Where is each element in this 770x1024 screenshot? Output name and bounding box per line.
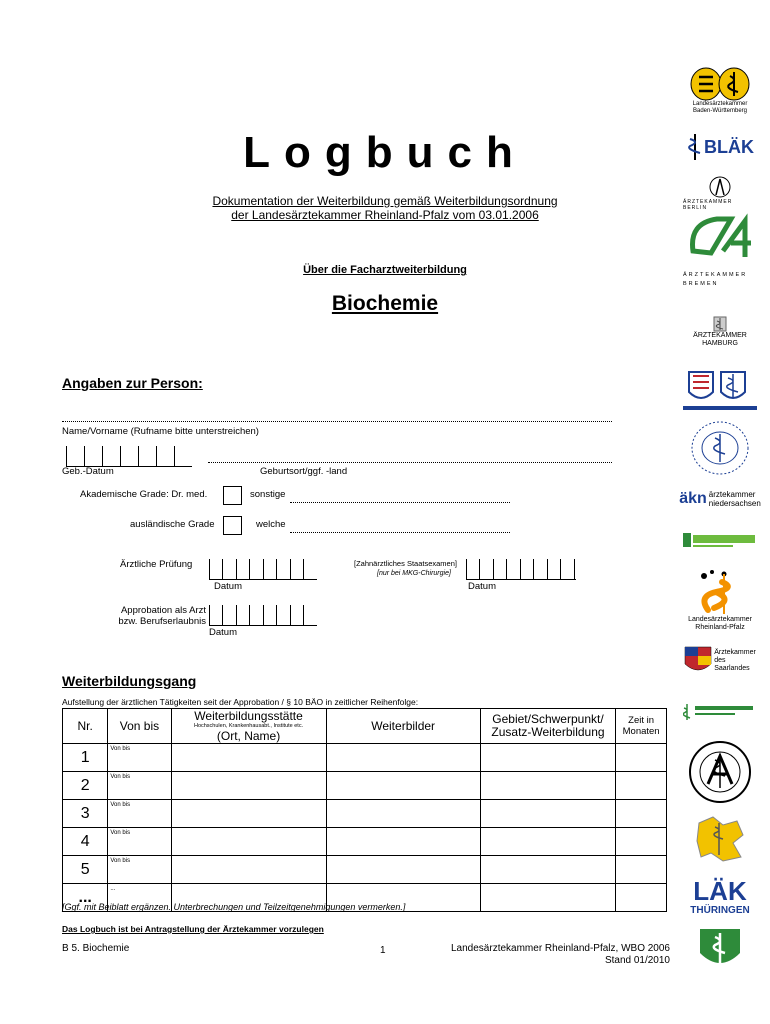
row-time[interactable] xyxy=(616,856,667,884)
subtitle-line-2: der Landesärztekammer Rheinland-Pfalz vom 03.01.2006 xyxy=(231,208,539,222)
aekn-label-1: ärztekammer xyxy=(708,490,756,499)
row-von-bis[interactable]: Von bis xyxy=(108,772,171,800)
exam-date-label: Datum xyxy=(214,581,242,592)
person-heading: Angaben zur Person: xyxy=(62,375,203,391)
col-nr: Nr. xyxy=(63,709,108,744)
sh-map-icon xyxy=(693,813,747,865)
col-time xyxy=(616,709,667,744)
row-nr: 3 xyxy=(63,800,108,828)
row-time[interactable] xyxy=(616,884,667,912)
saar-label-2: des xyxy=(714,657,726,664)
row-time[interactable] xyxy=(616,772,667,800)
exam-date-boxes[interactable] xyxy=(209,559,317,580)
row-von-bis[interactable]: Von bis xyxy=(108,800,171,828)
row-time[interactable] xyxy=(616,800,667,828)
sachsen-anhalt-seal-icon xyxy=(688,740,752,804)
row-trainer[interactable] xyxy=(326,772,480,800)
footer-right-1: Landesärztekammer Rheinland-Pfalz, WBO 2006 xyxy=(451,943,670,954)
logo-thueringen xyxy=(683,874,757,918)
sachsen-emblem-icon xyxy=(683,702,757,722)
birthplace-line[interactable] xyxy=(208,462,612,463)
saarland-coat-of-arms-icon xyxy=(684,646,712,676)
logo-sachsen xyxy=(683,700,757,724)
col-site-title: Weiterbildungsstätte xyxy=(194,708,303,723)
thue-label: THÜRINGEN xyxy=(690,904,750,916)
col-area-2: Zusatz-Weiterbildung xyxy=(491,725,605,739)
training-heading: Weiterbildungsgang xyxy=(62,673,197,689)
dental-date-label: Datum xyxy=(468,581,496,592)
logo-mecklenburg-vorpommern xyxy=(683,420,757,476)
row-site[interactable] xyxy=(171,744,326,772)
exam-label: Ärztliche Prüfung xyxy=(120,559,193,570)
approbation-date-label: Datum xyxy=(209,627,237,638)
specialty-title: Biochemie xyxy=(331,292,439,315)
westfalen-lippe-emblem-icon xyxy=(698,927,742,973)
dental-date-boxes[interactable] xyxy=(466,559,576,580)
foreign-checkbox[interactable] xyxy=(223,516,242,535)
row-nr: 5 xyxy=(63,856,108,884)
dr-med-checkbox[interactable] xyxy=(223,486,242,505)
logo-blaek xyxy=(683,132,757,162)
row-site[interactable] xyxy=(171,828,326,856)
row-area[interactable] xyxy=(480,884,616,912)
col-trainer: Weiterbilder xyxy=(326,709,480,744)
rlp-label-2: Rheinland-Pfalz xyxy=(695,624,745,631)
foreign-label: ausländische Grade xyxy=(130,519,215,530)
hessen-emblem-icon xyxy=(683,368,757,410)
rlp-emblem-icon xyxy=(694,570,746,616)
footer-right-2: Stand 01/2010 xyxy=(604,955,670,966)
table-note: [Ggf. mit Beiblatt ergänzen. Unterbrechungen und Teilzeitgenehmigungen vermerken.] xyxy=(62,902,406,912)
saar-label-1: Ärztekammer xyxy=(714,649,756,656)
col-time-1: Zeit in xyxy=(628,715,655,726)
row-von-bis[interactable]: ... xyxy=(108,884,171,912)
dental-note: [nur bei MKG-Chirurgie] xyxy=(377,570,451,577)
row-nr: ... xyxy=(63,884,108,912)
row-trainer[interactable] xyxy=(326,856,480,884)
row-site[interactable] xyxy=(171,772,326,800)
foreign-which-line[interactable] xyxy=(290,532,510,533)
row-area[interactable] xyxy=(480,744,616,772)
mv-seal-icon xyxy=(690,420,750,476)
thue-mark: LÄK xyxy=(693,875,747,906)
table-row xyxy=(63,772,667,800)
col-site xyxy=(171,709,326,744)
birthdate-label: Geb.-Datum xyxy=(62,466,114,477)
name-line[interactable] xyxy=(62,421,612,422)
row-time[interactable] xyxy=(616,744,667,772)
col-time-2: Monaten xyxy=(622,726,660,737)
col-site-small: Hochschulen, Krankenhausabt., Institute etc. xyxy=(193,722,304,729)
bw-seal-icon xyxy=(690,67,750,101)
logo-bremen xyxy=(683,268,757,292)
approbation-date-boxes[interactable] xyxy=(209,605,317,626)
hamburg-label-2: HAMBURG xyxy=(702,340,738,347)
col-area xyxy=(480,709,616,744)
training-table xyxy=(62,708,667,912)
rlp-label-1: Landesärztekammer xyxy=(688,616,752,623)
table-row xyxy=(63,800,667,828)
row-trainer[interactable] xyxy=(326,744,480,772)
logo-hessen xyxy=(683,368,757,410)
col-von-bis: Von bis xyxy=(108,709,171,744)
brandenburg-emblem-icon xyxy=(687,213,753,261)
row-nr: 1 xyxy=(63,744,108,772)
row-trainer[interactable] xyxy=(326,828,480,856)
training-intro: Aufstellung der ärztlichen Tätigkeiten seit der Approbation / § 10 BÄO in zeitlicher Reihenfolge: xyxy=(62,697,419,707)
berlin-label: ÄRZTEKAMMER BERLIN xyxy=(683,199,733,211)
row-site[interactable] xyxy=(171,856,326,884)
approbation-label-2: bzw. Berufserlaubnis xyxy=(118,616,206,627)
academic-other-line[interactable] xyxy=(290,502,510,503)
foreign-which-label: welche xyxy=(256,519,286,530)
blaek-label: BLÄK xyxy=(704,136,754,157)
saar-label-3: Saarlandes xyxy=(714,665,750,672)
table-row xyxy=(63,744,667,772)
page-title: Logbuch xyxy=(243,128,527,177)
row-nr: 2 xyxy=(63,772,108,800)
birthdate-boxes[interactable] xyxy=(66,446,192,467)
row-area[interactable] xyxy=(480,828,616,856)
page-number: 1 xyxy=(380,945,386,956)
logo-nordrhein xyxy=(683,530,757,552)
logo-rheinland-pfalz xyxy=(683,566,757,636)
logo-sachsen-anhalt xyxy=(683,740,757,804)
bw-label: Landesärztekammer Baden-Württemberg xyxy=(692,101,748,114)
row-area[interactable] xyxy=(480,772,616,800)
logo-aekn xyxy=(679,484,761,514)
row-nr: 4 xyxy=(63,828,108,856)
row-von-bis[interactable]: Von bis xyxy=(108,828,171,856)
logo-berlin xyxy=(683,175,757,211)
footer-left: B 5. Biochemie xyxy=(62,943,130,954)
row-time[interactable] xyxy=(616,828,667,856)
logo-hamburg xyxy=(683,312,757,352)
row-area[interactable] xyxy=(480,856,616,884)
row-area[interactable] xyxy=(480,800,616,828)
logo-saarland xyxy=(683,644,757,678)
dental-label: [Zahnärztliches Staatsexamen] xyxy=(354,559,457,568)
aekn-label-2: niedersachsen xyxy=(708,499,761,508)
row-trainer[interactable] xyxy=(326,800,480,828)
logo-westfalen-lippe xyxy=(683,926,757,974)
about-heading: Über die Facharztweiterbildung xyxy=(303,264,467,276)
birthplace-label: Geburtsort/ggf. -land xyxy=(260,466,348,477)
table-row xyxy=(63,856,667,884)
name-label: Name/Vorname (Rufname bitte unterstreichen) xyxy=(62,426,259,437)
hamburg-label-1: ÄRZTEKAMMER xyxy=(693,332,747,339)
staff-of-asclepius-icon xyxy=(686,133,704,161)
nordrhein-emblem-icon xyxy=(683,531,757,551)
row-von-bis[interactable]: Von bis xyxy=(108,744,171,772)
academic-label: Akademische Grade: Dr. med. xyxy=(80,489,208,500)
berlin-emblem-icon xyxy=(707,175,733,199)
col-area-1: Gebiet/Schwerpunkt/ xyxy=(492,712,604,726)
submission-notice: Das Logbuch ist bei Antragstellung der Ärztekammer vorzulegen xyxy=(62,924,324,934)
academic-other-label: sonstige xyxy=(250,489,286,500)
logo-baden-wuerttemberg xyxy=(683,60,757,122)
subtitle-line-1: Dokumentation der Weiterbildung gemäß Weiterbildungsordnung xyxy=(212,194,558,208)
approbation-label-1: Approbation als Arzt xyxy=(120,605,206,616)
logo-schleswig-holstein xyxy=(683,812,757,866)
hamburg-emblem-icon xyxy=(713,316,727,332)
row-von-bis[interactable]: Von bis xyxy=(108,856,171,884)
table-row xyxy=(63,828,667,856)
row-site[interactable] xyxy=(171,800,326,828)
logo-brandenburg xyxy=(683,212,757,262)
col-site-sub: (Ort, Name) xyxy=(216,728,281,743)
bremen-label: ÄRZTEKAMMER BREMEN xyxy=(683,272,748,287)
aekn-mark: äkn xyxy=(679,490,707,507)
